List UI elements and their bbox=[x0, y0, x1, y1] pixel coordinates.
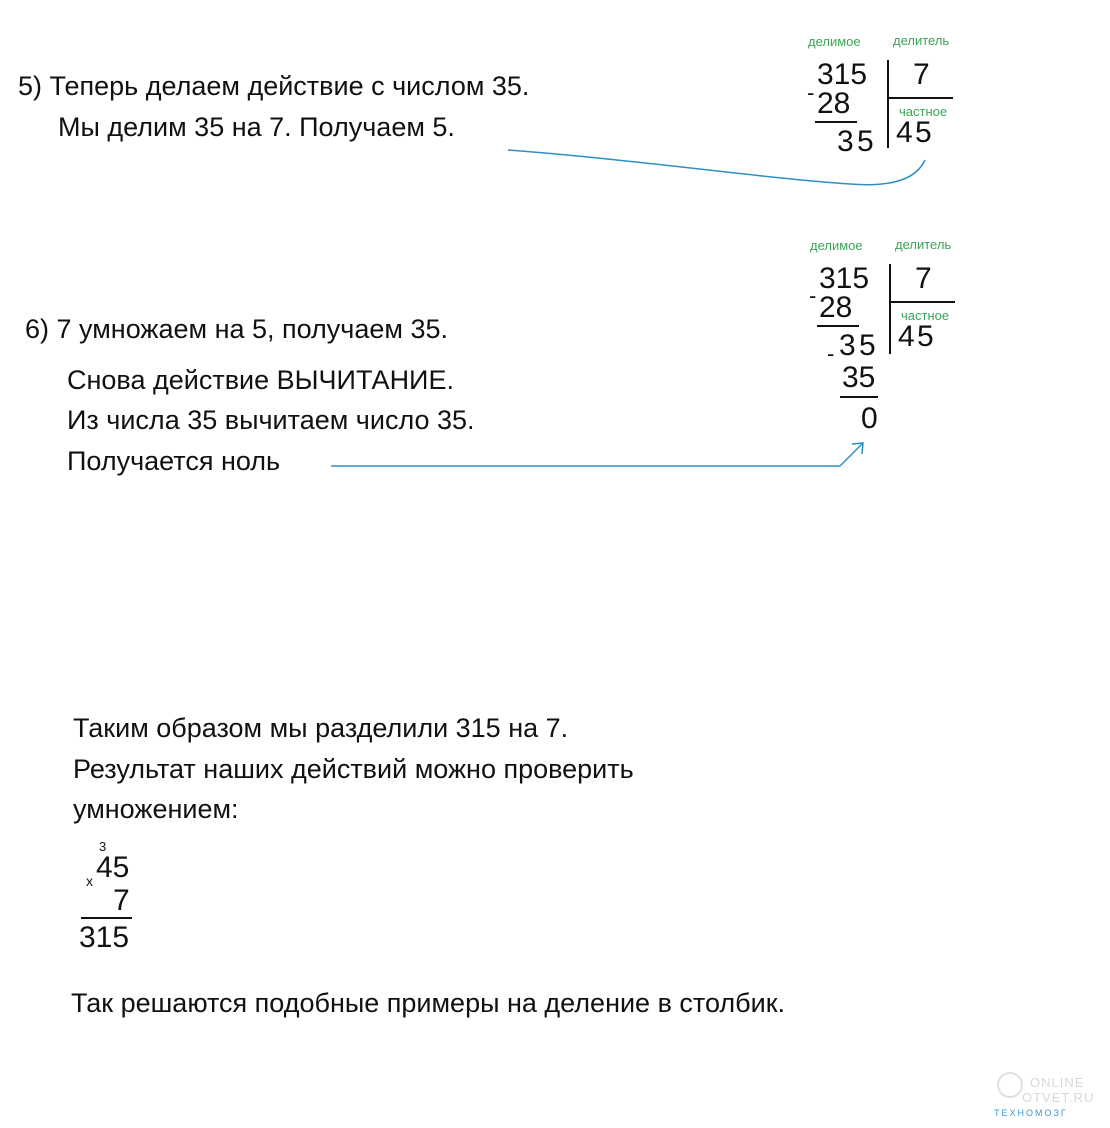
subtrahend-2: 35 bbox=[842, 361, 876, 394]
final-line: Так решаются подобные примеры на деление в столбик. bbox=[71, 988, 786, 1018]
remainder-digit-3: 3 bbox=[839, 329, 856, 362]
remainder-digit-5: 5 bbox=[859, 329, 876, 362]
label-divisor: делитель bbox=[893, 33, 950, 48]
step6-line2: Снова действие ВЫЧИТАНИЕ. bbox=[67, 365, 454, 395]
step5-line2: Мы делим 35 на 7. Получаем 5. bbox=[58, 112, 455, 142]
divisor: 7 bbox=[915, 262, 932, 295]
watermark-line1: ONLINE bbox=[1030, 1075, 1085, 1090]
quotient-digit-5: 5 bbox=[917, 320, 934, 353]
arrow-step6-shaft bbox=[840, 443, 863, 466]
remainder-digit-3: 3 bbox=[837, 125, 854, 158]
quotient-digit-4: 4 bbox=[896, 116, 913, 149]
step6-line3: Из числа 35 вычитаем число 35. bbox=[67, 405, 475, 435]
carry-digit: 3 bbox=[99, 839, 107, 854]
subtrahend: 28 bbox=[817, 87, 851, 120]
arrow-step5 bbox=[508, 150, 925, 185]
subtrahend-1: 28 bbox=[819, 291, 853, 324]
multiplier: 7 bbox=[113, 884, 130, 917]
product: 315 bbox=[79, 921, 130, 954]
minus-sign-1: - bbox=[809, 283, 817, 308]
conclusion-line3: умножением: bbox=[73, 794, 239, 824]
step5-line1: 5) Теперь делаем действие с числом 35. bbox=[18, 71, 530, 101]
label-divisor: делитель bbox=[895, 237, 952, 252]
conclusion-line2: Результат наших действий можно проверить bbox=[73, 754, 634, 784]
multiplicand: 45 bbox=[96, 851, 130, 884]
division-result-zero: 0 bbox=[861, 402, 878, 435]
minus-sign-2: - bbox=[827, 341, 835, 366]
watermark-bulb-icon bbox=[998, 1073, 1022, 1097]
conclusion-line1: Таким образом мы разделили 315 на 7. bbox=[73, 713, 569, 743]
multiply-sign: x bbox=[86, 873, 93, 889]
label-quotient: частное bbox=[901, 308, 950, 323]
quotient-digit-4: 4 bbox=[898, 320, 915, 353]
minus-sign: - bbox=[807, 80, 815, 105]
quotient-digit-5: 5 bbox=[915, 116, 932, 149]
watermark-brand: ТЕХНОМОЗГ bbox=[994, 1108, 1068, 1118]
step6-line1: 6) 7 умножаем на 5, получаем 35. bbox=[25, 314, 449, 344]
dividend: 315 bbox=[819, 262, 870, 295]
label-dividend: делимое bbox=[810, 238, 863, 253]
label-dividend: делимое bbox=[808, 34, 861, 49]
step6-line4: Получается ноль bbox=[67, 446, 281, 476]
label-quotient: частное bbox=[899, 104, 948, 119]
watermark-line2: OTVET.RU bbox=[1022, 1090, 1095, 1105]
dividend: 315 bbox=[817, 58, 868, 91]
remainder-digit-5: 5 bbox=[857, 125, 874, 158]
divisor: 7 bbox=[913, 58, 930, 91]
